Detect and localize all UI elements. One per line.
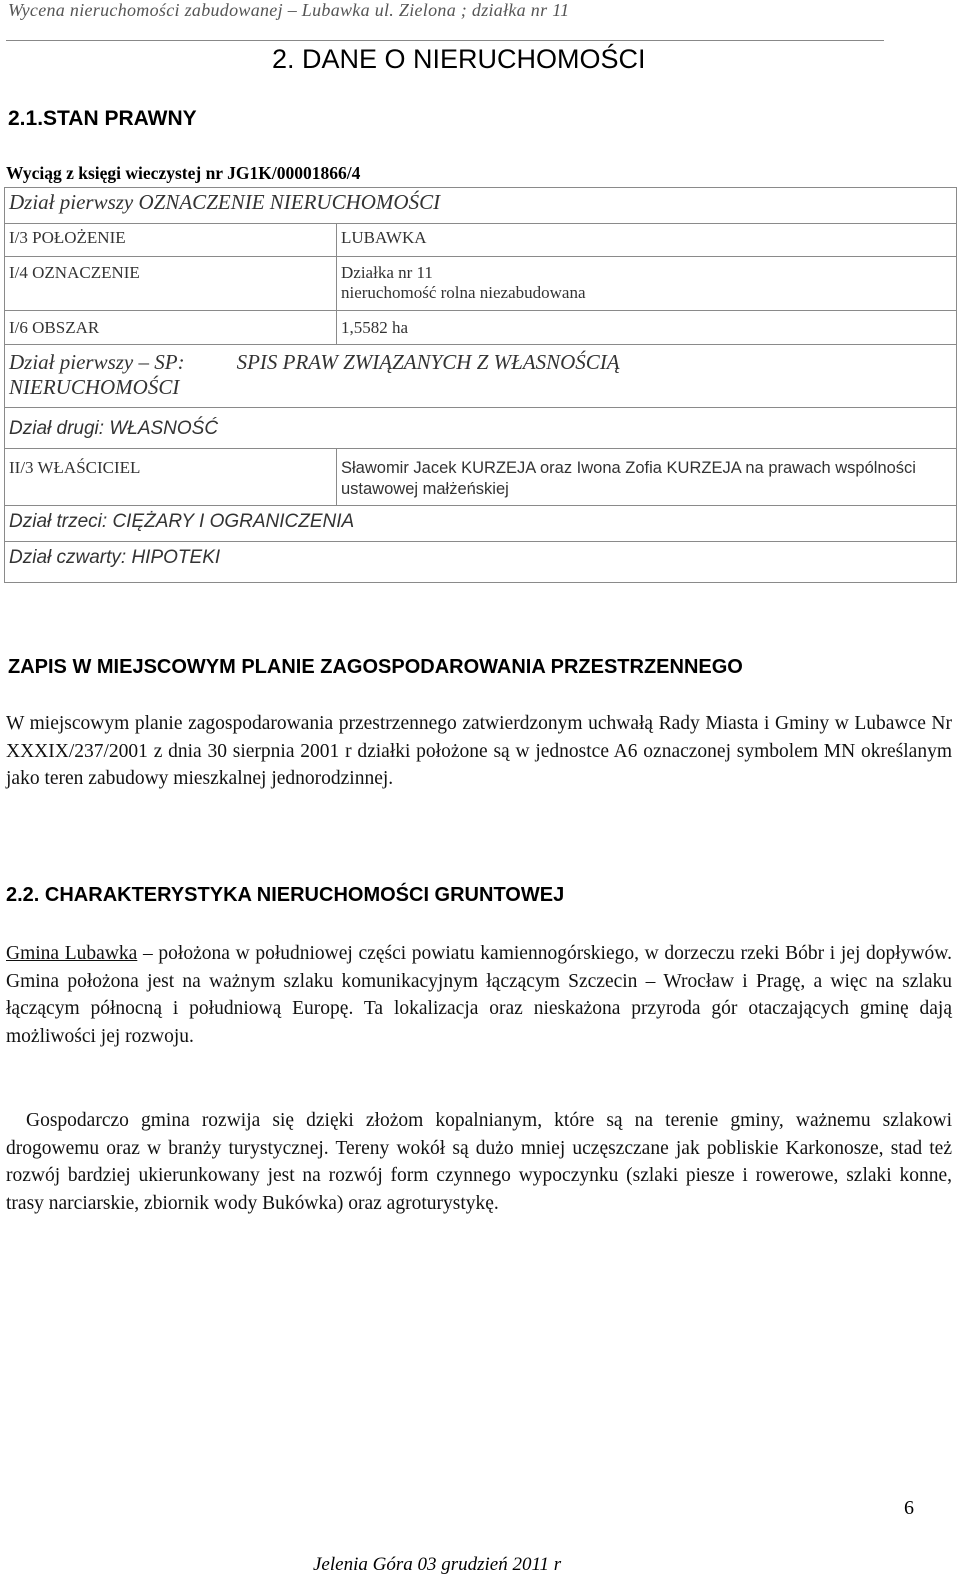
location-label: I/3 POŁOŻENIE [5, 224, 337, 257]
section-1-title: Dział pierwszy OZNACZENIE NIERUCHOMOŚCI [5, 188, 957, 224]
location-value: LUBAWKA [337, 224, 957, 257]
section-1-sp-label: Dział pierwszy – SP: [9, 350, 185, 374]
page-number: 6 [904, 1497, 914, 1519]
designation-parcel: Działka nr 11 [341, 263, 433, 282]
land-register-table [4, 187, 957, 583]
characteristics-text-2: Gospodarczo gmina rozwija się dzięki złożom kopalnianym, które są na terenie gminy, ważnemu szlakowi drogowemu oraz w branży turystycznej. Tereny wokół są dużo mniej uczęszczane jak pobliskie Karkonosze, stad też rozwój bardziej ukierunkowany jest na rozwój form czynnego wypoczynku (szlaki piesze i rowerowe, szlaki konne, trasy narciarskie, zbiornik wody Bukówka) oraz agroturystykę. [6, 1110, 952, 1214]
designation-label: I/4 OZNACZENIE [5, 257, 337, 311]
owner-label: II/3 WŁAŚCICIEL [5, 449, 337, 506]
section-1-sp [5, 345, 957, 408]
chapter-title: 2. DANE O NIERUCHOMOŚCI [272, 44, 646, 74]
zoning-plan-heading: ZAPIS W MIEJSCOWYM PLANIE ZAGOSPODAROWANIA PRZESTRZENNEGO [8, 656, 743, 678]
characteristics-paragraph-1 [6, 940, 952, 1050]
area-label: I/6 OBSZAR [5, 311, 337, 345]
section-1-sp-title: SPIS PRAW ZWIĄZANYCH Z WŁASNOŚCIĄ [236, 350, 620, 374]
section-4-title: Dział czwarty: HIPOTEKI [5, 542, 957, 583]
designation-type: nieruchomość rolna niezabudowana [341, 283, 586, 302]
land-register-extract-label: Wyciąg z księgi wieczystej nr JG1K/00001866/4 [6, 163, 361, 183]
section-3-title: Dział trzeci: CIĘŻARY I OGRANICZENIA [5, 506, 957, 542]
municipality-name: Gmina Lubawka [6, 943, 138, 964]
characteristics-text-1: – położona w południowej części powiatu kamiennogórskiego, w dorzeczu rzeki Bóbr i jej dopływów. Gmina położona jest na ważnym szlaku komunikacyjnym łączącym Szczecin – Wrocław i Pragę, a więc na szlaku łączącym północną i południową Europę. Ta lokalizacja oraz nieskażona przyroda gór otaczających gminę dają możliwości jej rozwoju. [6, 943, 952, 1047]
footer-place-date: Jelenia Góra 03 grudzień 2011 r [313, 1554, 562, 1575]
characteristics-paragraph-2 [6, 1107, 952, 1217]
area-value: 1,5582 ha [337, 311, 957, 345]
running-header: Wycena nieruchomości zabudowanej – Lubawka ul. Zielona ; działka nr 11 [8, 0, 570, 20]
section-heading-stan-prawny: 2.1.STAN PRAWNY [8, 107, 197, 130]
section-1-sp-title-cont: NIERUCHOMOŚCI [9, 375, 180, 399]
section-2-title: Dział drugi: WŁASNOŚĆ [5, 408, 957, 449]
owner-value: Sławomir Jacek KURZEJA oraz Iwona Zofia KURZEJA na prawach wspólności ustawowej małżeńskiej [337, 449, 957, 506]
zoning-plan-text: W miejscowym planie zagospodarowania przestrzennego zatwierdzonym uchwałą Rady Miasta i Gminy w Lubawce Nr XXXIX/237/2001 z dnia 30 sierpnia 2001 r działki położone są w jednostce A6 oznaczonej symbolem MN określanym jako teren zabudowy mieszkalnej jednorodzinnej. [6, 713, 952, 789]
header-rule [6, 40, 884, 41]
section-heading-characteristics: 2.2. CHARAKTERYSTYKA NIERUCHOMOŚCI GRUNTOWEJ [6, 884, 565, 906]
